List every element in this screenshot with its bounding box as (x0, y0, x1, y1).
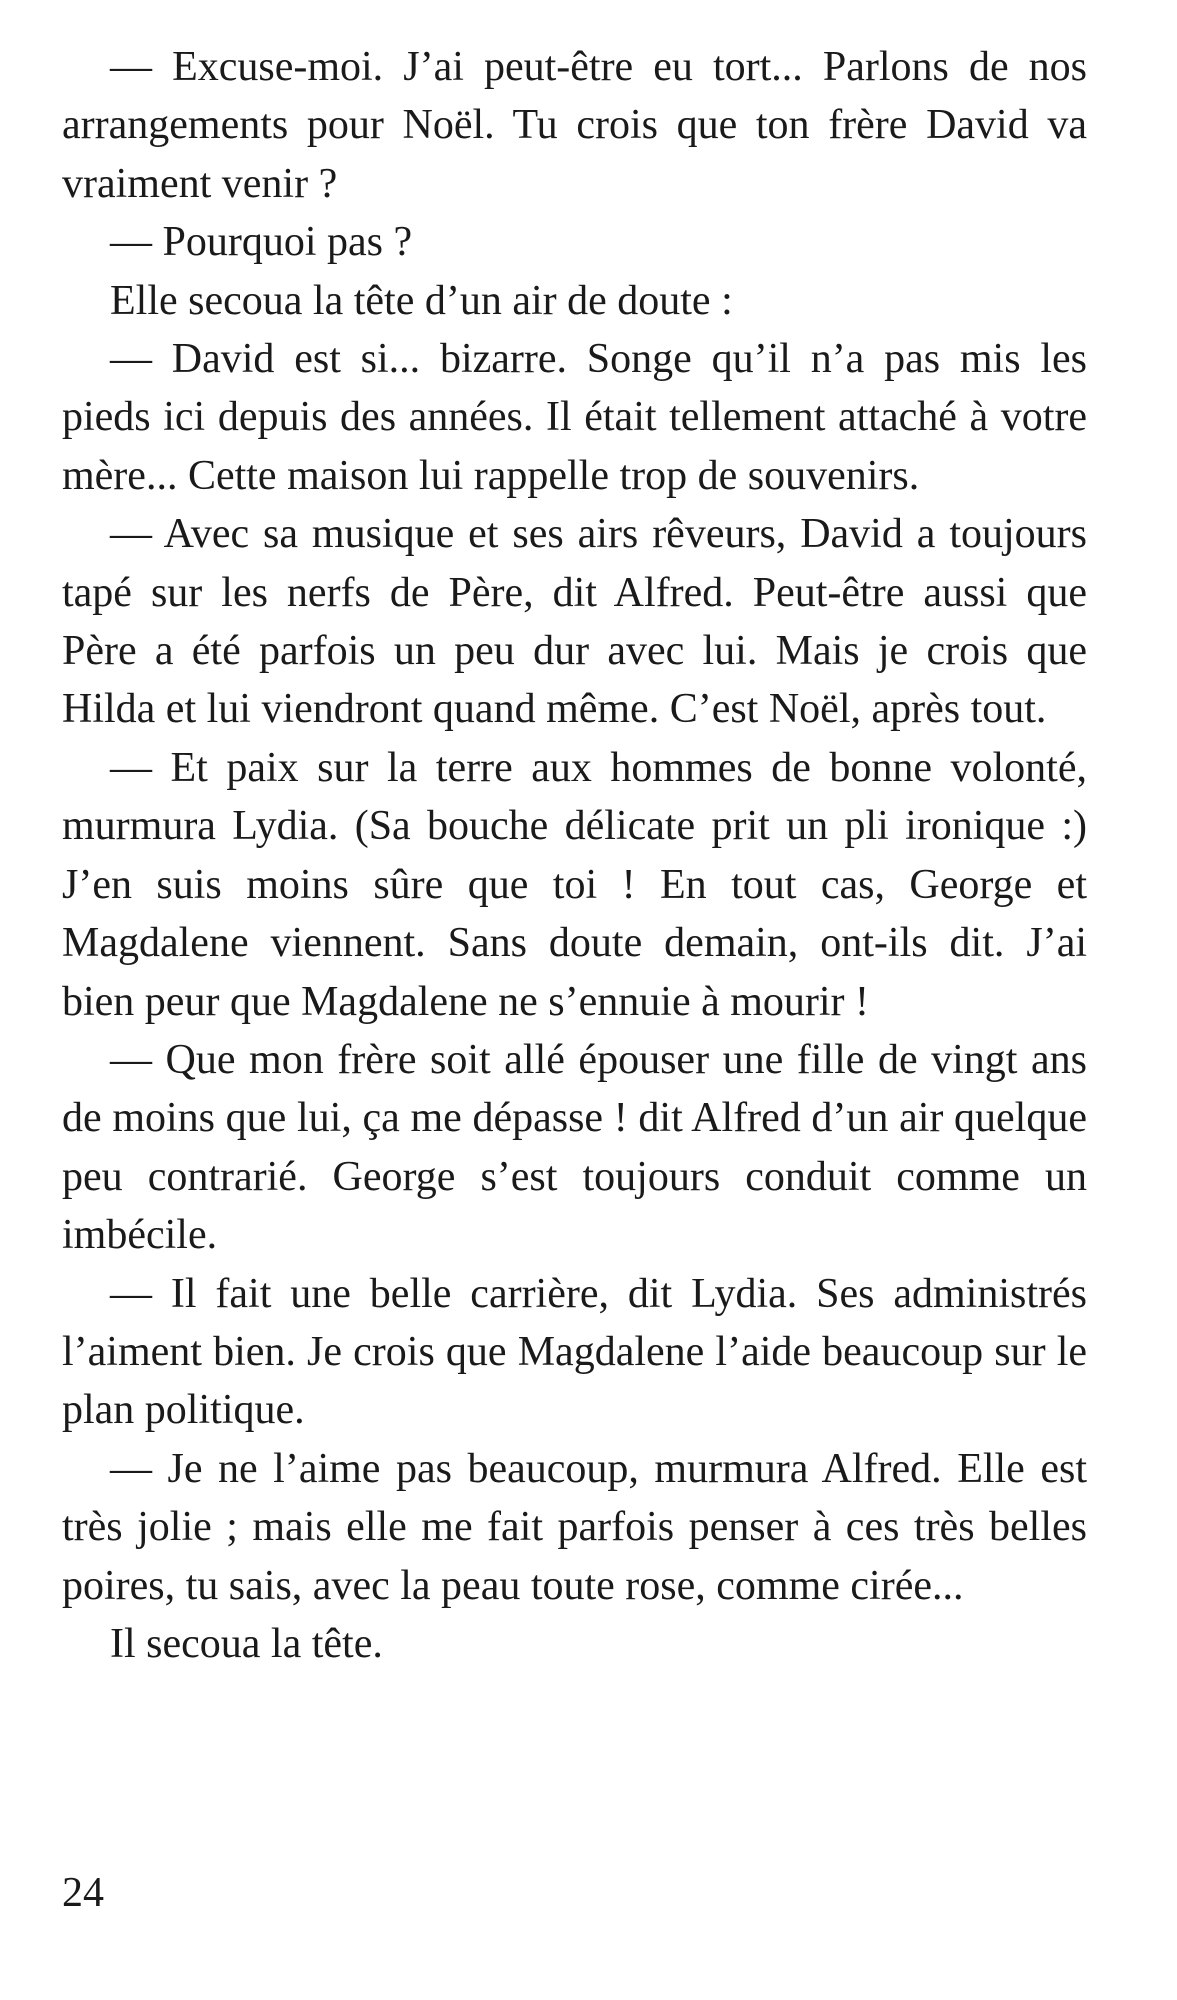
page-number: 24 (62, 1870, 104, 1916)
paragraph: — Que mon frère soit allé épouser une fille de vingt ans de moins que lui, ça me dépasse ! dit Alfred d’un air quelque peu contrarié. George s’est toujours conduit comme un imbécile. (62, 1036, 1087, 1259)
paragraph: — Et paix sur la terre aux hommes de bonne volonté, murmura Lydia. (Sa bouche délicate prit un pli ironique :) J’en suis moins sûre que toi ! En tout cas, George et Magdalene viennent. Sans doute demain, ont-ils dit. J’ai bien peur que Magdalene ne s’ennuie à mourir ! (62, 744, 1087, 1025)
paragraph: — Pourquoi pas ? (110, 219, 413, 266)
body-text (62, 38, 1087, 1673)
paragraph: — Il fait une belle carrière, dit Lydia. Ses administrés l’aiment bien. Je crois que Magdalene l’aide beaucoup sur le plan politique. (62, 1270, 1087, 1434)
paragraph: — Je ne l’aime pas beaucoup, murmura Alfred. Elle est très jolie ; mais elle me fait parfois penser à ces très belles poires, tu sais, avec la peau toute rose, comme cirée... (62, 1445, 1087, 1609)
paragraph: Elle secoua la tête d’un air de doute : (110, 277, 733, 324)
paragraph: — Avec sa musique et ses airs rêveurs, David a toujours tapé sur les nerfs de Père, dit Alfred. Peut-être aussi que Père a été parfois un peu dur avec lui. Mais je crois que Hilda et lui viendront quand même. C’est Noël, après tout. (62, 511, 1087, 733)
paragraph: — Excuse-moi. J’ai peut-être eu tort... Parlons de nos arrangements pour Noël. Tu crois que ton frère David va vraiment venir ? (62, 44, 1087, 207)
paragraph: — David est si... bizarre. Songe qu’il n’a pas mis les pieds ici depuis des années. Il était tellement attaché à votre mère... Cette maison lui rappelle trop de souvenirs. (62, 336, 1087, 499)
paragraph: Il secoua la tête. (110, 1620, 383, 1667)
